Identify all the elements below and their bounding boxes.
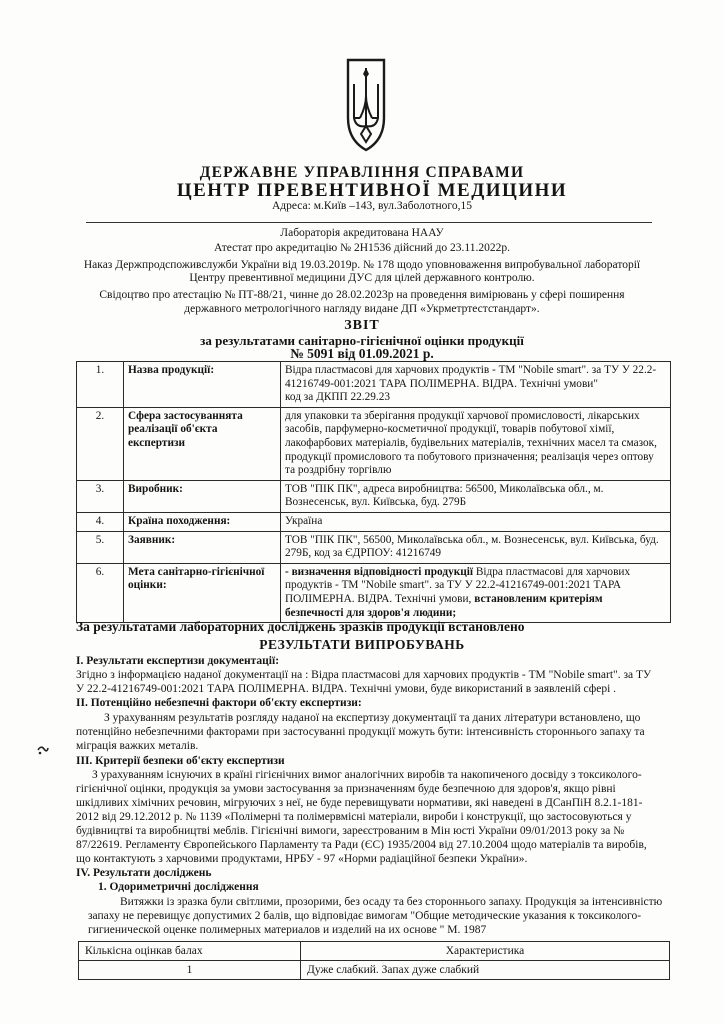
- section-title: II. Потенційно небезпечні фактори об'єкту експертизи:: [76, 697, 362, 709]
- table-header-row: [79, 942, 670, 961]
- header-divider: [86, 222, 652, 223]
- row-value: [281, 362, 671, 408]
- paragraph-line: міграція важких металів.: [76, 740, 199, 752]
- table-row: [77, 512, 671, 531]
- org-center: ЦЕНТР ПРЕВЕНТИВНОЇ МЕДИЦИНИ: [176, 180, 568, 201]
- paragraph-line: шкідливих хімічних речовин, мігруючих з неї, не буде перевищувати нормативи, які наведені в ДСанПіН 8.2.1-181-: [76, 797, 643, 809]
- table-row: [77, 563, 671, 622]
- report-subtitle: за результатами санітарно-гігієнічної оцінки продукції: [200, 333, 524, 348]
- accreditation-line: Наказ Держпродспоживслужби України від 19.03.2019р. № 178 щодо уповноваження випробувальної лабораторії: [83, 259, 641, 271]
- value-line: 279Б, код за ЄДРПОУ: 41216749: [285, 547, 442, 560]
- goal-bold-text: - визначення відповідності продукції: [285, 565, 474, 578]
- table-cell: Дуже слабкий. Запах дуже слабкий: [301, 961, 670, 980]
- paragraph-line: гігієнічної оцінки, продукція за умови застосування за призначенням буде безпечною для здоров'я, якщо рівні: [76, 783, 616, 795]
- paragraph-line: З урахуванням результатів розгляду наданої на експертизу документації та даних літератури встановлено, що: [104, 712, 641, 724]
- paragraph-line: гигиенической оценке полимерных материалов и изделий на их основе " М. 1987: [88, 924, 487, 936]
- row-label: Заявник:: [124, 531, 281, 563]
- table-row: [77, 362, 671, 408]
- row-label: [124, 563, 281, 622]
- accreditation-line: Лабораторія акредитована НААУ: [280, 227, 444, 239]
- trident-emblem: [344, 56, 388, 154]
- table-row: [77, 531, 671, 563]
- row-value: [281, 531, 671, 563]
- paragraph-line: 87/22619. Регламенту Європейського Парламенту та Ради (ЄС) 1935/2004 від 27.10.2004 щодо матеріалів та виробів,: [76, 839, 647, 851]
- org-address: Адреса: м.Київ –143, вул.Заболотного,15: [272, 200, 472, 212]
- value-line: код за ДКПП 22.29.23: [285, 391, 391, 404]
- accreditation-line: Атестат про акредитацію № 2Н1536 дійсний до 23.11.2022р.: [214, 242, 510, 254]
- row-label: [124, 407, 281, 480]
- table-row: [77, 480, 671, 512]
- results-heading: РЕЗУЛЬТАТИ ВИПРОБУВАНЬ: [259, 637, 465, 652]
- label-line: експертизи: [128, 436, 186, 449]
- table-cell: 1: [79, 961, 301, 980]
- row-value: [281, 512, 671, 531]
- goal-text: Відра пластмасові для харчових: [473, 565, 631, 578]
- paragraph-line: потенційно небезпечними факторами при застосуванні продукції можуть бути: інтенсивність стороннього запаху та: [76, 726, 645, 738]
- paragraph-line: 2012 від 29.12.2012 р. № 1139 «Полімерні та полімервмісні матеріали, вироби і конструкції, що застосовуються у: [76, 811, 632, 823]
- subsection-title: 1. Одориметричні дослідження: [98, 881, 259, 893]
- value-line: ТОВ "ПІК ПК", адреса виробництва: 56500, Миколаївська обл., м.: [285, 482, 604, 495]
- value-line: [285, 593, 666, 607]
- paragraph-line: У 22.2-41216749-001:2021 ТАРА ПОЛІМЕРНА. ВІДРА. Технічні умови, буде використаний в заявленій сфері .: [76, 683, 617, 695]
- row-value: [281, 563, 671, 622]
- goal-text: ПОЛІМЕРНА. ВІДРА. Технічні умови,: [285, 592, 472, 605]
- table-row: [77, 407, 671, 480]
- goal-bold-text: встановленим критеріям: [471, 592, 603, 605]
- paragraph-line: Згідно з інформацією наданої документації на : Відра пластмасові для харчових продуктів - ТМ "Nobile smart". за ТУ: [76, 669, 652, 681]
- label-line: Сфера застосуваннята: [128, 409, 243, 422]
- row-number: 5.: [77, 531, 124, 563]
- row-number: 1.: [77, 362, 124, 408]
- results-intro: За результатами лабораторних досліджень зразків продукції встановлено: [76, 619, 525, 634]
- value-line: для упаковки та зберігання продукції харчової промисловості, лікарських: [285, 409, 640, 422]
- value-line: ТОВ "ПІК ПК", 56500, Миколаївська обл., м. Вознесенськ, вул. Київська, буд.: [285, 533, 659, 546]
- accreditation-line: державного метрологічного нагляду видане ДП «Укрметртестстандарт».: [184, 303, 540, 315]
- paragraph-line: Витяжки із зразка були світлими, прозорими, без осаду та без стороннього запаху. Продукція за інтенсивністю: [120, 896, 663, 908]
- report-title: ЗВІТ: [344, 318, 380, 333]
- report-number: № 5091 від 01.09.2021 р.: [290, 346, 434, 361]
- column-header: Кількісна оцінкав балах: [79, 942, 301, 961]
- label-line: оцінки:: [128, 579, 167, 592]
- value-line: та роздрібну торгівлю: [285, 464, 392, 477]
- section-title: III. Критерії безпеки об'єкту експертизи: [76, 755, 285, 767]
- label-line: Мета санітарно-гігієнічної: [128, 565, 265, 578]
- row-number: 2.: [77, 407, 124, 480]
- paragraph-line: будівництві та виробництві меблів. Гігієнічні вимоги, зареєстрованим в Мін юсті України 09/01/2013 року за №: [76, 825, 625, 837]
- value-line: 41216749-001:2021 ТАРА ПОЛІМЕРНА. ВІДРА. Технічні умови": [285, 377, 598, 390]
- row-number: 3.: [77, 480, 124, 512]
- paragraph-line: З урахуванням існуючих в країні гігієнічних вимог аналогічних виробів та накопиченого досвіду з токсиколого-: [92, 769, 642, 781]
- row-label: Назва продукції:: [124, 362, 281, 408]
- value-line: продукції промислового та побутового призначення; реалізація через оптову: [285, 450, 654, 463]
- value-line: безпечності для здоров'я людини;: [285, 606, 457, 619]
- row-number: 6.: [77, 563, 124, 622]
- value-line: Вознесенськ, вул. Київська, буд. 279Б: [285, 496, 467, 509]
- table-row: [79, 961, 670, 980]
- product-info-table: [76, 361, 671, 623]
- value-line: засобів, парфумерно-косметичної продукції, товарів побутової хімії,: [285, 423, 615, 436]
- section-title: I. Результати експертизи документації:: [76, 655, 280, 667]
- section-title: IV. Результати досліджень: [76, 867, 212, 879]
- label-line: реалізації об'єкта: [128, 423, 218, 436]
- paragraph-line: що контактують з харчовими продуктами, НРБУ - 97 «Норми радіаційної безпеки України».: [76, 853, 528, 865]
- row-number: 4.: [77, 512, 124, 531]
- org-ministry: ДЕРЖАВНЕ УПРАВЛІННЯ СПРАВАМИ: [199, 164, 525, 181]
- value-line: [285, 566, 666, 580]
- value-line: продуктів - ТМ "Nobile smart". за ТУ У 22.2-41216749-001:2021 ТАРА: [285, 579, 622, 592]
- accreditation-line: Центру превентивної медицини ДУС для цілей державного контролю.: [189, 272, 535, 284]
- row-label: Країна походження:: [124, 512, 281, 531]
- scan-speck-mark: [36, 744, 50, 756]
- value-line: лакофарбових матеріалів, будівельних матеріалів, технічних масел та смазок,: [285, 436, 657, 449]
- paragraph-line: запаху не перевищує допустимих 2 балів, що відповідає вимогам "Общие методические указания к токсиколого-: [88, 910, 642, 922]
- accreditation-line: Свідоцтво про атестацію № ПТ-88/21, чинне до 28.02.2023р на проведення вимірювань у сфері поширення: [99, 289, 625, 301]
- row-value: [281, 480, 671, 512]
- column-header: Характеристика: [301, 942, 670, 961]
- value-line: Відра пластмасові для харчових продуктів - ТМ "Nobile smart". за ТУ У 22.2-: [285, 364, 657, 376]
- row-value: [281, 407, 671, 480]
- value-line: Україна: [285, 514, 323, 527]
- row-label: Виробник:: [124, 480, 281, 512]
- odor-table: [78, 941, 670, 980]
